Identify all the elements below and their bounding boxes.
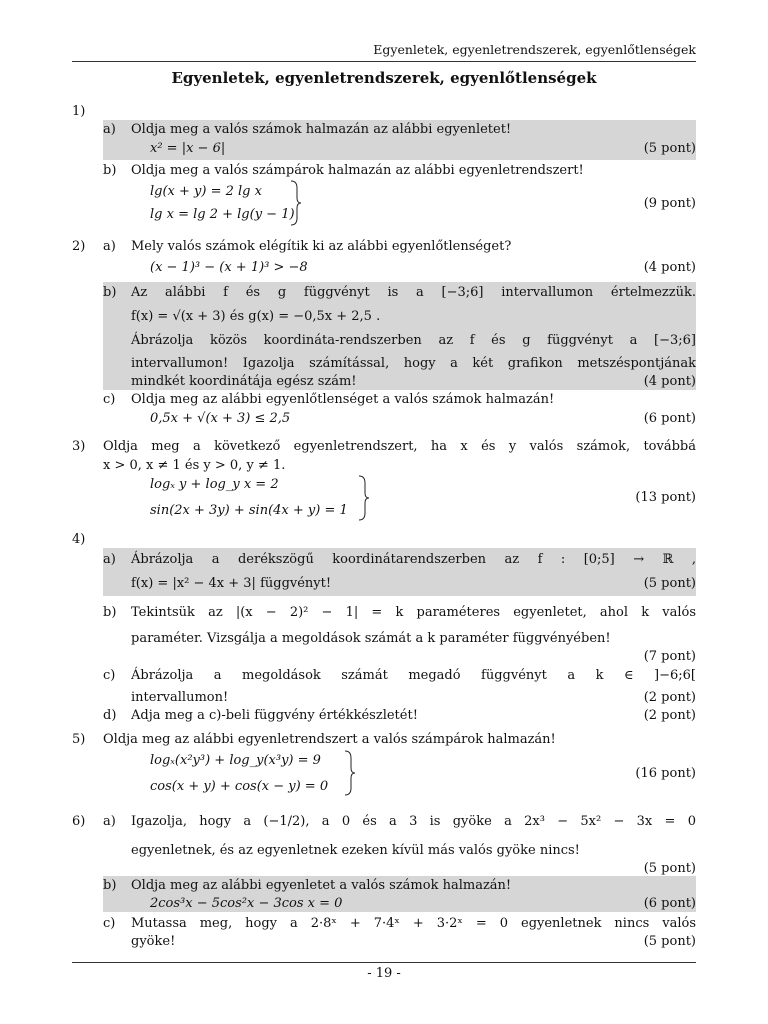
- problem-1a-text: Oldja meg a valós számok halmazán az alábbi egyenletet!: [131, 122, 512, 137]
- problem-4a-line-2: f(x) = |x² − 4x + 3| függvényt!: [131, 576, 332, 591]
- problem-4b-line-2: paraméter. Vizsgálja a megoldások számát a k paraméter függvényében!: [131, 631, 611, 646]
- problem-2c-text: Oldja meg az alábbi egyenlőtlenséget a valós számok halmazán!: [131, 392, 555, 407]
- problem-3-line-1: Oldja meg a következő egyenletrendszert, ha x és y valós számok, továbbá: [103, 439, 696, 454]
- problem-6a-line-2: egyenletnek, és az egyenletnek ezeken kívül más valós gyöke nincs!: [131, 843, 580, 858]
- problem-4a-line-1: Ábrázolja a derékszögű koordinátarendszerben az f : [0;5] → ℝ ,: [131, 552, 696, 567]
- problem-1a-points: (5 pont): [643, 141, 696, 156]
- problem-2a-points: (4 pont): [643, 260, 696, 275]
- problem-6c-line-1: Mutassa meg, hogy a 2·8ˣ + 7·4ˣ + 3·2ˣ = 0 egyenletnek nincs valós: [131, 916, 696, 931]
- problem-4-number: 4): [72, 532, 86, 547]
- problem-5-equation-1: logₓ(x²y³) + log_y(x³y) = 9: [150, 753, 321, 768]
- problem-2b-points: (4 pont): [643, 374, 696, 389]
- problem-6a-letter: a): [103, 814, 116, 829]
- problem-1b-letter: b): [103, 163, 117, 178]
- problem-5-number: 5): [72, 732, 86, 747]
- problem-4a-letter: a): [103, 552, 116, 567]
- problem-2b-line-3: Ábrázolja közös koordináta-rendszerben az f és g függvényt a [−3;6]: [131, 333, 696, 348]
- problem-4c-line-2: intervallumon!: [131, 690, 229, 705]
- problem-4b-line-1: Tekintsük az |(x − 2)² − 1| = k paraméteres egyenletet, ahol k valós: [131, 605, 696, 620]
- problem-1a-letter: a): [103, 122, 116, 137]
- problem-4d-text: Adja meg a c)-beli függvény értékkészletét!: [131, 708, 418, 723]
- system-brace: [358, 475, 370, 521]
- problem-2b-line-4: intervallumon! Igazolja számítással, hogy a két grafikon metszéspontjának: [131, 356, 696, 371]
- problem-1b-equation-1: lg(x + y) = 2 lg x: [150, 184, 262, 199]
- system-brace: [290, 180, 302, 226]
- problem-1a-equation: x² = |x − 6|: [150, 141, 226, 156]
- problem-2c-points: (6 pont): [643, 411, 696, 426]
- page-number: - 19 -: [367, 966, 401, 981]
- problem-5-points: (16 pont): [635, 766, 696, 781]
- problem-4b-points: (7 pont): [643, 649, 696, 664]
- system-brace: [344, 750, 356, 796]
- problem-4b-letter: b): [103, 605, 117, 620]
- problem-2b-line-2: f(x) = √(x + 3) és g(x) = −0,5x + 2,5 .: [131, 309, 381, 324]
- problem-6c-points: (5 pont): [643, 934, 696, 949]
- problem-2a-inequality: (x − 1)³ − (x + 1)³ > −8: [150, 260, 308, 275]
- problem-4c-points: (2 pont): [643, 690, 696, 705]
- problem-6b-points: (6 pont): [643, 896, 696, 911]
- problem-3-line-2: x > 0, x ≠ 1 és y > 0, y ≠ 1.: [103, 458, 286, 473]
- problem-6c-letter: c): [103, 916, 116, 931]
- document-page: [72, 0, 696, 1024]
- problem-6b-equation: 2cos³x − 5cos²x − 3cos x = 0: [150, 896, 343, 911]
- footer-rule: [72, 962, 696, 963]
- problem-2-number: 2): [72, 239, 86, 254]
- page-title: Egyenletek, egyenletrendszerek, egyenlőtlenségek: [171, 69, 597, 87]
- problem-6a-line-1: Igazolja, hogy a (−1/2), a 0 és a 3 is gyöke a 2x³ − 5x² − 3x = 0: [131, 814, 696, 829]
- problem-1b-text: Oldja meg a valós számpárok halmazán az alábbi egyenletrendszert!: [131, 163, 584, 178]
- problem-1b-equation-2: lg x = lg 2 + lg(y − 1): [150, 207, 295, 222]
- problem-1-number: 1): [72, 104, 86, 119]
- problem-1b-points: (9 pont): [643, 196, 696, 211]
- problem-6b-text: Oldja meg az alábbi egyenletet a valós számok halmazán!: [131, 878, 512, 893]
- problem-4c-letter: c): [103, 668, 116, 683]
- problem-2c-inequality: 0,5x + √(x + 3) ≤ 2,5: [150, 411, 291, 426]
- problem-2a-letter: a): [103, 239, 116, 254]
- problem-6-number: 6): [72, 814, 86, 829]
- problem-6a-points: (5 pont): [643, 861, 696, 876]
- header-rule: [72, 61, 696, 62]
- problem-6c-line-2: gyöke!: [131, 934, 176, 949]
- problem-6b-letter: b): [103, 878, 117, 893]
- problem-3-points: (13 pont): [635, 490, 696, 505]
- problem-5-equation-2: cos(x + y) + cos(x − y) = 0: [150, 779, 329, 794]
- problem-4d-points: (2 pont): [643, 708, 696, 723]
- problem-2b-line-5: mindkét koordinátája egész szám!: [131, 374, 357, 389]
- problem-2c-letter: c): [103, 392, 116, 407]
- problem-5-text: Oldja meg az alábbi egyenletrendszert a valós számpárok halmazán!: [103, 732, 556, 747]
- problem-2b-line-1: Az alábbi f és g függvényt is a [−3;6] intervallumon értelmezzük.: [131, 285, 696, 300]
- problem-3-number: 3): [72, 439, 86, 454]
- running-header: Egyenletek, egyenletrendszerek, egyenlőtlenségek: [373, 42, 696, 57]
- problem-3-equation-1: logₓ y + log_y x = 2: [150, 477, 279, 492]
- problem-4a-points: (5 pont): [643, 576, 696, 591]
- problem-4d-letter: d): [103, 708, 117, 723]
- problem-4c-line-1: Ábrázolja a megoldások számát megadó függvényt a k ∈ ]−6;6[: [131, 668, 696, 683]
- problem-2b-letter: b): [103, 285, 117, 300]
- problem-3-equation-2: sin(2x + 3y) + sin(4x + y) = 1: [150, 503, 348, 518]
- problem-2a-text: Mely valós számok elégítik ki az alábbi egyenlőtlenséget?: [131, 239, 512, 254]
